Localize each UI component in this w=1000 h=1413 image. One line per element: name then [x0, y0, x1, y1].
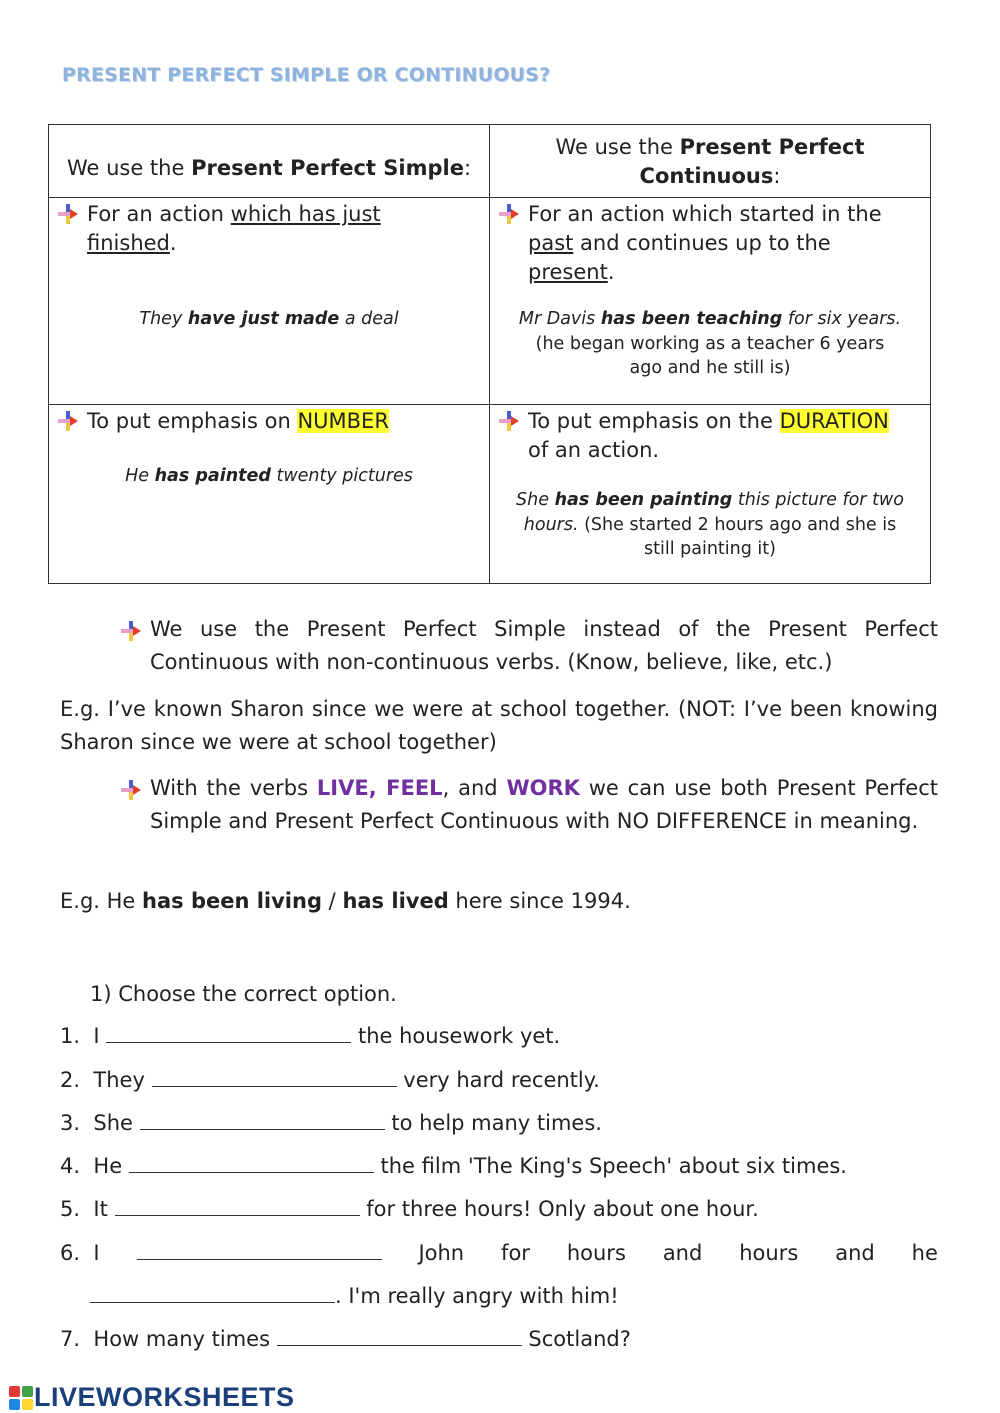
answer-blank[interactable] [140, 1109, 385, 1130]
answer-blank[interactable] [277, 1325, 522, 1346]
answer-blank[interactable] [106, 1022, 351, 1043]
question-3: 3. She to help many times. [60, 1111, 602, 1135]
page-title: PRESENT PERFECT SIMPLE OR CONTINUOUS? [62, 64, 551, 86]
answer-blank[interactable] [90, 1282, 335, 1303]
rule-text: We use the Present Perfect Simple instead of the Present Perfect Continuous with non-continuous verbs. (Know, believe, like, etc.) [150, 617, 938, 674]
example-sentence: Mr Davis has been teaching for six years. (he began working as a teacher 6 years ago and he still is) [518, 309, 902, 378]
question-6: 6. I John for hours and hours and he [60, 1241, 938, 1265]
bullet-arrow-icon [498, 203, 520, 225]
example-known: E.g. I’ve known Sharon since we were at school together. (NOT: I’ve been knowing Sharon since we were at school together) [60, 697, 938, 754]
bullet-arrow-icon [120, 779, 142, 801]
answer-blank[interactable] [115, 1195, 360, 1216]
answer-blank[interactable] [129, 1152, 374, 1173]
header-continuous: We use the Present Perfect Continuous: [490, 125, 931, 198]
simple-number-cell [49, 405, 490, 584]
rule-text: With the verbs LIVE, FEEL, and WORK we can use both Present Perfect Simple and Present Perfect Continuous with NO DIFFERENCE in meaning. [150, 776, 938, 833]
example-sentence: They have just made a deal [139, 309, 399, 329]
question-1: 1. I the housework yet. [60, 1024, 561, 1048]
logo-text: LIVEWORKSHEETS [34, 1382, 295, 1412]
answer-blank[interactable] [137, 1239, 382, 1260]
rule-text: For an action which has just finished. [87, 202, 381, 255]
grammar-table [48, 124, 931, 584]
simple-finished-cell [49, 198, 490, 405]
continuous-duration-cell [490, 405, 931, 584]
rule-non-continuous [120, 613, 938, 679]
example-sentence: He has painted twenty pictures [125, 466, 413, 486]
exercise-heading: 1) Choose the correct option. [90, 982, 397, 1006]
question-2: 2. They very hard recently. [60, 1068, 600, 1092]
liveworksheets-logo-icon [8, 1385, 34, 1411]
question-6-line2: . I'm really angry with him! [90, 1282, 619, 1310]
rule-text: To put emphasis on the DURATION of an action. [528, 409, 889, 462]
header-simple: We use the Present Perfect Simple: [49, 125, 490, 198]
example-sentence: She has been painting this picture for two hours. (She started 2 hours ago and she is still painting it) [516, 490, 904, 559]
bullet-arrow-icon [120, 620, 142, 642]
question-7: 7. How many times Scotland? [60, 1327, 631, 1351]
answer-blank[interactable] [152, 1066, 397, 1087]
rule-text: For an action which started in the past and continues up to the present. [528, 202, 882, 284]
question-4: 4. He the film 'The King's Speech' about six times. [60, 1154, 847, 1178]
question-5: 5. It for three hours! Only about one hour. [60, 1197, 759, 1221]
rule-live-feel-work [120, 772, 938, 838]
example-living: E.g. He has been living / has lived here since 1994. [60, 889, 631, 913]
liveworksheets-logo [8, 1382, 295, 1413]
bullet-arrow-icon [57, 410, 79, 432]
continuous-ongoing-cell [490, 198, 931, 405]
bullet-arrow-icon [57, 203, 79, 225]
bullet-arrow-icon [498, 410, 520, 432]
rule-text: To put emphasis on NUMBER [87, 409, 389, 433]
